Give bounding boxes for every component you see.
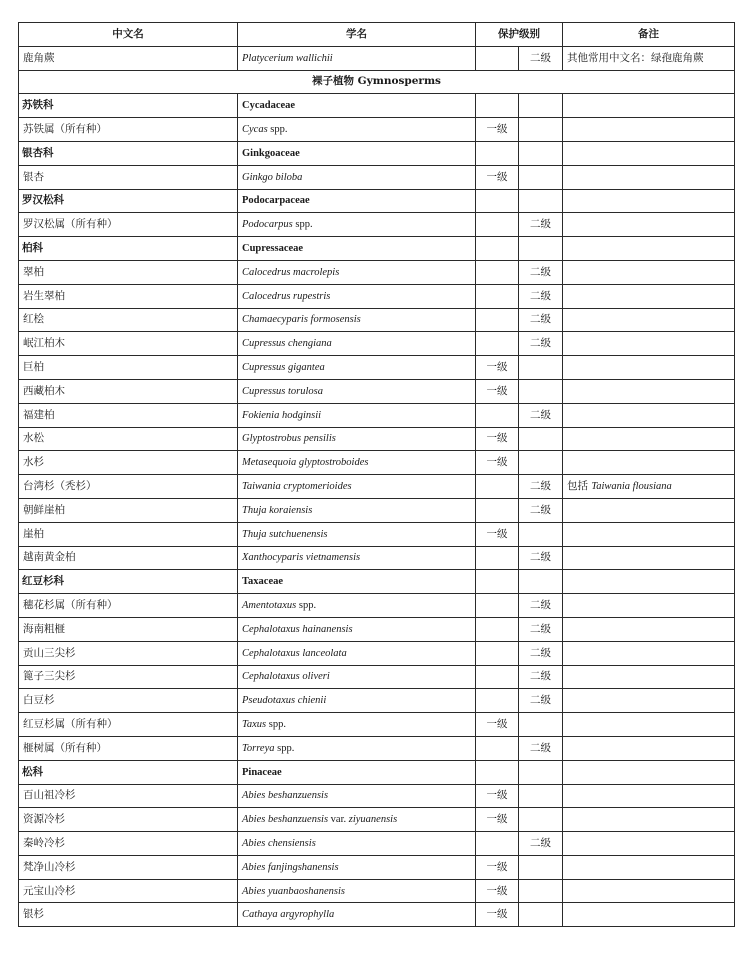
species-scientific-name bbox=[238, 475, 476, 499]
level-one-cell bbox=[476, 94, 519, 118]
scientific-name-text: Cephalotaxus oliveri bbox=[242, 671, 330, 683]
species-scientific-name bbox=[238, 451, 476, 475]
notes-cell bbox=[563, 570, 735, 594]
level-two-cell bbox=[519, 141, 563, 165]
species-row bbox=[19, 784, 735, 808]
species-row bbox=[19, 641, 735, 665]
level-one-cell: 一级 bbox=[476, 451, 519, 475]
notes-cell bbox=[563, 736, 735, 760]
level-two-cell: 二级 bbox=[519, 284, 563, 308]
species-scientific-name bbox=[238, 855, 476, 879]
species-chinese-name: 银杉 bbox=[19, 903, 238, 927]
level-one-cell bbox=[476, 189, 519, 213]
level-two-cell bbox=[519, 94, 563, 118]
notes-cell bbox=[563, 189, 735, 213]
notes-cell bbox=[563, 260, 735, 284]
level-one-cell bbox=[476, 570, 519, 594]
level-two-cell bbox=[519, 118, 563, 142]
species-row bbox=[19, 475, 735, 499]
scientific-name-text: Abies beshanzuensis bbox=[242, 814, 329, 826]
species-scientific-name bbox=[238, 403, 476, 427]
level-one-cell bbox=[476, 213, 519, 237]
species-scientific-name bbox=[238, 617, 476, 641]
level-one-cell bbox=[476, 736, 519, 760]
scientific-name-text: Abies chensiensis bbox=[242, 837, 316, 849]
notes-cell bbox=[563, 855, 735, 879]
scientific-name-text: Cephalotaxus lanceolata bbox=[242, 647, 347, 659]
species-scientific-name bbox=[238, 213, 476, 237]
notes-cell bbox=[563, 237, 735, 261]
species-chinese-name: 水杉 bbox=[19, 451, 238, 475]
species-row bbox=[19, 522, 735, 546]
family-scientific-name: Podocarpaceae bbox=[238, 189, 476, 213]
level-two-cell bbox=[519, 760, 563, 784]
family-chinese-name: 红豆杉科 bbox=[19, 570, 238, 594]
notes-cell bbox=[563, 403, 735, 427]
species-row bbox=[19, 118, 735, 142]
species-row bbox=[19, 356, 735, 380]
species-chinese-name: 榧树属（所有种） bbox=[19, 736, 238, 760]
scientific-name-text: Abies beshanzuensis bbox=[242, 790, 329, 802]
species-row bbox=[19, 665, 735, 689]
family-row bbox=[19, 760, 735, 784]
species-chinese-name: 福建柏 bbox=[19, 403, 238, 427]
species-chinese-name: 巨柏 bbox=[19, 356, 238, 380]
level-two-cell bbox=[519, 713, 563, 737]
scientific-name-text: Taiwania cryptomerioides bbox=[242, 481, 352, 493]
species-scientific-name bbox=[238, 260, 476, 284]
species-scientific-name bbox=[238, 498, 476, 522]
scientific-name-text: Calocedrus macrolepis bbox=[242, 266, 340, 278]
species-row bbox=[19, 808, 735, 832]
species-chinese-name: 贡山三尖杉 bbox=[19, 641, 238, 665]
level-two-cell bbox=[519, 522, 563, 546]
species-chinese-name: 穗花杉属（所有种） bbox=[19, 594, 238, 618]
spp-suffix: spp. bbox=[296, 600, 317, 612]
level-one-cell bbox=[476, 141, 519, 165]
level-two-cell: 二级 bbox=[519, 736, 563, 760]
level-one-cell: 一级 bbox=[476, 522, 519, 546]
level-two-cell bbox=[519, 427, 563, 451]
species-scientific-name bbox=[238, 808, 476, 832]
scientific-name-text: Cupressus gigantea bbox=[242, 362, 325, 374]
species-scientific-name bbox=[238, 118, 476, 142]
species-scientific-name bbox=[238, 356, 476, 380]
species-row bbox=[19, 165, 735, 189]
level-one-cell bbox=[476, 403, 519, 427]
group-row bbox=[19, 70, 735, 94]
level-one-cell bbox=[476, 260, 519, 284]
level-one-cell: 一级 bbox=[476, 165, 519, 189]
family-chinese-name: 柏科 bbox=[19, 237, 238, 261]
spp-suffix: spp. bbox=[266, 719, 286, 730]
notes-cell bbox=[563, 641, 735, 665]
notes-cell bbox=[563, 713, 735, 737]
family-chinese-name: 罗汉松科 bbox=[19, 189, 238, 213]
level-one-cell bbox=[476, 46, 519, 70]
species-chinese-name: 篦子三尖杉 bbox=[19, 665, 238, 689]
species-scientific-name bbox=[238, 736, 476, 760]
species-row bbox=[19, 46, 735, 70]
family-chinese-name: 苏铁科 bbox=[19, 94, 238, 118]
level-one-cell bbox=[476, 594, 519, 618]
species-chinese-name: 秦岭冷杉 bbox=[19, 832, 238, 856]
level-one-cell: 一级 bbox=[476, 903, 519, 927]
scientific-name-text: Podocarpus bbox=[242, 219, 293, 231]
level-two-cell: 二级 bbox=[519, 308, 563, 332]
family-row bbox=[19, 189, 735, 213]
level-one-cell bbox=[476, 832, 519, 856]
scientific-name-text: Calocedrus rupestris bbox=[242, 290, 331, 302]
level-two-cell: 二级 bbox=[519, 498, 563, 522]
species-scientific-name bbox=[238, 689, 476, 713]
notes-cell bbox=[563, 308, 735, 332]
family-chinese-name: 松科 bbox=[19, 760, 238, 784]
header-scientific-name: 学名 bbox=[238, 23, 476, 47]
level-two-cell: 二级 bbox=[519, 46, 563, 70]
level-one-cell: 一级 bbox=[476, 808, 519, 832]
level-two-cell: 二级 bbox=[519, 641, 563, 665]
scientific-name-text: Platycerium wallichii bbox=[242, 52, 333, 64]
level-one-cell: 一级 bbox=[476, 713, 519, 737]
species-scientific-name bbox=[238, 903, 476, 927]
level-two-cell: 二级 bbox=[519, 260, 563, 284]
scientific-name-text: Thuja sutchuenensis bbox=[242, 528, 328, 540]
protected-species-table bbox=[18, 22, 735, 927]
level-one-cell bbox=[476, 760, 519, 784]
species-chinese-name: 红豆杉属（所有种） bbox=[19, 713, 238, 737]
note-text: 包括 bbox=[567, 480, 592, 493]
level-one-cell bbox=[476, 332, 519, 356]
species-chinese-name: 资源冷杉 bbox=[19, 808, 238, 832]
level-one-cell: 一级 bbox=[476, 356, 519, 380]
family-row bbox=[19, 237, 735, 261]
notes-cell bbox=[563, 546, 735, 570]
level-two-cell bbox=[519, 237, 563, 261]
family-scientific-name: Taxaceae bbox=[238, 570, 476, 594]
notes-cell bbox=[563, 808, 735, 832]
level-two-cell bbox=[519, 356, 563, 380]
species-chinese-name: 岩生翠柏 bbox=[19, 284, 238, 308]
scientific-name-text: Cephalotaxus hainanensis bbox=[242, 623, 353, 635]
spp-suffix: spp. bbox=[267, 124, 288, 136]
level-two-cell: 二级 bbox=[519, 475, 563, 499]
species-row bbox=[19, 498, 735, 522]
family-row bbox=[19, 141, 735, 165]
species-scientific-name bbox=[238, 665, 476, 689]
scientific-name-text: Metasequoia glyptostroboides bbox=[242, 457, 369, 469]
family-scientific-name: Cupressaceae bbox=[238, 237, 476, 261]
species-row bbox=[19, 403, 735, 427]
level-two-cell: 二级 bbox=[519, 213, 563, 237]
note-italic-text: Taiwania flousiana bbox=[591, 481, 672, 493]
species-scientific-name bbox=[238, 546, 476, 570]
species-row bbox=[19, 736, 735, 760]
header-protection-level: 保护级别 bbox=[476, 23, 563, 47]
scientific-name-text: Xanthocyparis vietnamensis bbox=[242, 552, 361, 564]
level-one-cell bbox=[476, 689, 519, 713]
notes-cell bbox=[563, 760, 735, 784]
notes-cell bbox=[563, 284, 735, 308]
species-scientific-name bbox=[238, 879, 476, 903]
species-chinese-name: 西藏柏木 bbox=[19, 379, 238, 403]
notes-cell bbox=[563, 689, 735, 713]
scientific-name-text: Torreya bbox=[242, 742, 275, 754]
notes-cell bbox=[563, 356, 735, 380]
level-one-cell bbox=[476, 617, 519, 641]
level-two-cell bbox=[519, 451, 563, 475]
notes-cell bbox=[563, 617, 735, 641]
notes-cell bbox=[563, 427, 735, 451]
header-chinese-name: 中文名 bbox=[19, 23, 238, 47]
notes-cell bbox=[563, 475, 735, 499]
species-scientific-name bbox=[238, 427, 476, 451]
level-two-cell bbox=[519, 855, 563, 879]
scientific-name-text: Cycas bbox=[242, 124, 268, 136]
species-scientific-name bbox=[238, 46, 476, 70]
level-one-cell bbox=[476, 284, 519, 308]
level-two-cell: 二级 bbox=[519, 403, 563, 427]
notes-cell bbox=[563, 451, 735, 475]
species-chinese-name: 白豆杉 bbox=[19, 689, 238, 713]
species-chinese-name: 翠柏 bbox=[19, 260, 238, 284]
scientific-name-text: Cupressus chengiana bbox=[242, 338, 332, 350]
group-label: 裸子植物 Gymnosperms bbox=[19, 70, 735, 94]
level-one-cell bbox=[476, 665, 519, 689]
scientific-name-text: Abies fanjingshanensis bbox=[242, 861, 339, 873]
level-two-cell bbox=[519, 189, 563, 213]
species-scientific-name bbox=[238, 784, 476, 808]
variety-marker: var. bbox=[328, 814, 349, 826]
notes-cell bbox=[563, 903, 735, 927]
level-one-cell: 一级 bbox=[476, 118, 519, 142]
family-chinese-name: 银杏科 bbox=[19, 141, 238, 165]
species-chinese-name: 罗汉松属（所有种） bbox=[19, 213, 238, 237]
species-scientific-name bbox=[238, 713, 476, 737]
species-scientific-name bbox=[238, 332, 476, 356]
species-row bbox=[19, 879, 735, 903]
species-chinese-name: 水松 bbox=[19, 427, 238, 451]
notes-cell bbox=[563, 594, 735, 618]
species-chinese-name: 崖柏 bbox=[19, 522, 238, 546]
notes-cell bbox=[563, 498, 735, 522]
species-row bbox=[19, 689, 735, 713]
species-row bbox=[19, 427, 735, 451]
family-row bbox=[19, 570, 735, 594]
level-one-cell: 一级 bbox=[476, 879, 519, 903]
level-two-cell bbox=[519, 379, 563, 403]
species-chinese-name: 苏铁属（所有种） bbox=[19, 118, 238, 142]
notes-cell bbox=[563, 213, 735, 237]
notes-cell bbox=[563, 332, 735, 356]
species-scientific-name bbox=[238, 284, 476, 308]
level-one-cell: 一级 bbox=[476, 784, 519, 808]
species-chinese-name: 元宝山冷杉 bbox=[19, 879, 238, 903]
family-row bbox=[19, 94, 735, 118]
level-one-cell bbox=[476, 237, 519, 261]
level-two-cell: 二级 bbox=[519, 594, 563, 618]
family-scientific-name: Pinaceae bbox=[238, 760, 476, 784]
level-two-cell bbox=[519, 903, 563, 927]
species-row bbox=[19, 260, 735, 284]
species-scientific-name bbox=[238, 165, 476, 189]
level-two-cell bbox=[519, 879, 563, 903]
scientific-name-text: Ginkgo biloba bbox=[242, 171, 303, 183]
species-scientific-name bbox=[238, 594, 476, 618]
level-one-cell: 一级 bbox=[476, 379, 519, 403]
notes-cell bbox=[563, 94, 735, 118]
notes-cell bbox=[563, 879, 735, 903]
notes-cell bbox=[563, 46, 735, 70]
level-one-cell bbox=[476, 641, 519, 665]
species-chinese-name: 银杏 bbox=[19, 165, 238, 189]
table-header-row bbox=[19, 23, 735, 47]
scientific-name-text: Cathaya argyrophylla bbox=[242, 909, 335, 921]
level-one-cell: 一级 bbox=[476, 855, 519, 879]
notes-cell bbox=[563, 665, 735, 689]
species-chinese-name: 越南黄金柏 bbox=[19, 546, 238, 570]
species-chinese-name: 海南粗榧 bbox=[19, 617, 238, 641]
species-chinese-name: 台湾杉（秃杉） bbox=[19, 475, 238, 499]
level-two-cell: 二级 bbox=[519, 665, 563, 689]
species-row bbox=[19, 713, 735, 737]
level-two-cell: 二级 bbox=[519, 689, 563, 713]
family-scientific-name: Cycadaceae bbox=[238, 94, 476, 118]
level-one-cell bbox=[476, 475, 519, 499]
table-body bbox=[19, 46, 735, 926]
species-row bbox=[19, 284, 735, 308]
level-one-cell bbox=[476, 546, 519, 570]
species-row bbox=[19, 308, 735, 332]
species-chinese-name: 岷江柏木 bbox=[19, 332, 238, 356]
species-row bbox=[19, 832, 735, 856]
variety-name: ziyuanensis bbox=[348, 814, 398, 826]
species-scientific-name bbox=[238, 308, 476, 332]
scientific-name-text: Taxus bbox=[242, 719, 267, 730]
scientific-name-text: Thuja koraiensis bbox=[242, 504, 313, 516]
scientific-name-text: Cupressus torulosa bbox=[242, 385, 324, 397]
spp-suffix: spp. bbox=[292, 219, 313, 231]
header-notes: 备注 bbox=[563, 23, 735, 47]
scientific-name-text: Fokienia hodginsii bbox=[242, 409, 322, 421]
species-row bbox=[19, 213, 735, 237]
species-row bbox=[19, 903, 735, 927]
species-row bbox=[19, 379, 735, 403]
notes-cell bbox=[563, 165, 735, 189]
species-row bbox=[19, 855, 735, 879]
level-two-cell bbox=[519, 165, 563, 189]
species-row bbox=[19, 451, 735, 475]
notes-cell bbox=[563, 118, 735, 142]
spp-suffix: spp. bbox=[274, 742, 295, 754]
notes-cell bbox=[563, 522, 735, 546]
level-one-cell: 一级 bbox=[476, 427, 519, 451]
species-chinese-name: 百山祖冷杉 bbox=[19, 784, 238, 808]
family-scientific-name: Ginkgoaceae bbox=[238, 141, 476, 165]
scientific-name-text: Chamaecyparis formosensis bbox=[242, 314, 361, 326]
level-one-cell bbox=[476, 498, 519, 522]
level-two-cell: 二级 bbox=[519, 546, 563, 570]
scientific-name-text: Pseudotaxus chienii bbox=[242, 695, 327, 707]
level-two-cell bbox=[519, 570, 563, 594]
species-row bbox=[19, 546, 735, 570]
species-chinese-name: 红桧 bbox=[19, 308, 238, 332]
species-scientific-name bbox=[238, 832, 476, 856]
species-row bbox=[19, 332, 735, 356]
scientific-name-text: Amentotaxus bbox=[242, 600, 297, 612]
notes-cell bbox=[563, 379, 735, 403]
scientific-name-text: Abies yuanbaoshanensis bbox=[242, 885, 345, 897]
species-chinese-name: 朝鲜崖柏 bbox=[19, 498, 238, 522]
species-row bbox=[19, 594, 735, 618]
species-row bbox=[19, 617, 735, 641]
notes-cell bbox=[563, 141, 735, 165]
species-scientific-name bbox=[238, 641, 476, 665]
level-two-cell: 二级 bbox=[519, 617, 563, 641]
level-one-cell bbox=[476, 308, 519, 332]
level-two-cell bbox=[519, 784, 563, 808]
notes-cell bbox=[563, 832, 735, 856]
level-two-cell: 二级 bbox=[519, 832, 563, 856]
species-scientific-name bbox=[238, 522, 476, 546]
species-chinese-name: 鹿角蕨 bbox=[19, 46, 238, 70]
species-chinese-name: 梵净山冷杉 bbox=[19, 855, 238, 879]
notes-cell bbox=[563, 784, 735, 808]
level-two-cell: 二级 bbox=[519, 332, 563, 356]
scientific-name-text: Glyptostrobus pensilis bbox=[242, 433, 336, 445]
note-text: 其他常用中文名：绿孢鹿角蕨 bbox=[567, 51, 704, 64]
species-scientific-name bbox=[238, 379, 476, 403]
level-two-cell bbox=[519, 808, 563, 832]
